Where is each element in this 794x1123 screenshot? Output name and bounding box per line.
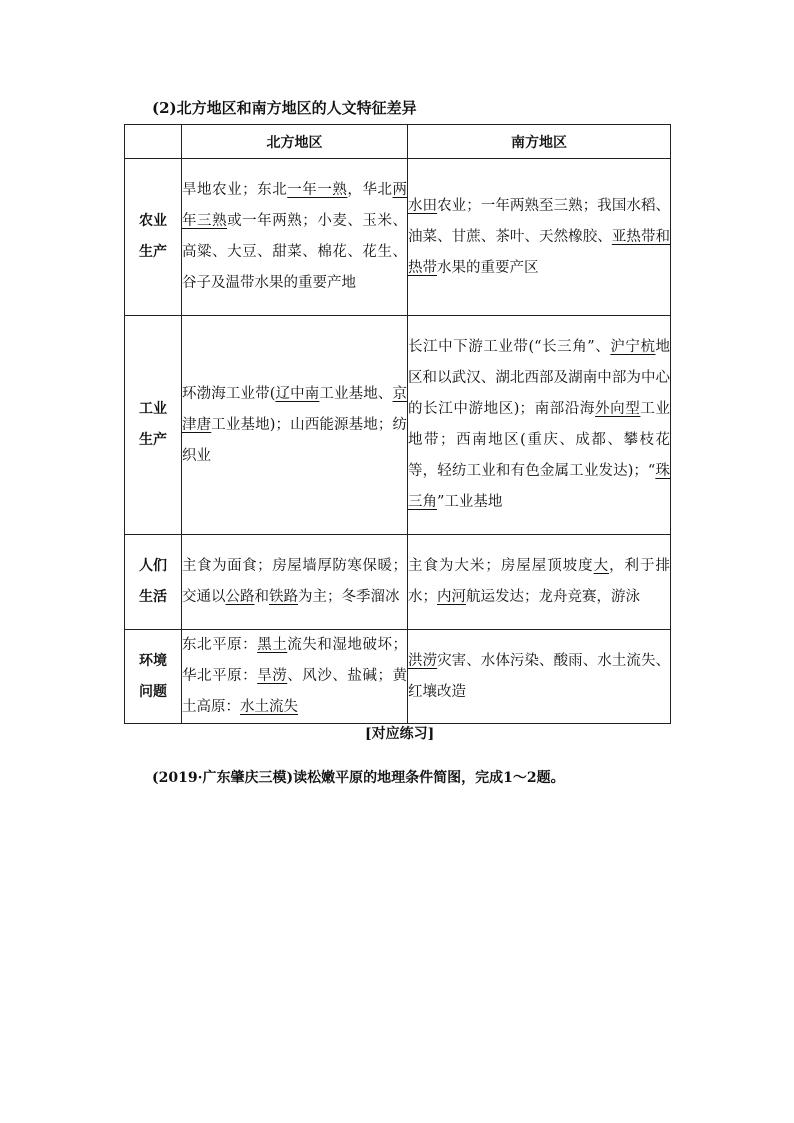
text-segment: 工业基地)；山西能源基地；纺织业 <box>182 416 408 464</box>
text-segment: ，华北 <box>347 182 393 198</box>
question-text: (2019·广东肇庆三模)读松嫩平原的地理条件简图，完成1～2题。 <box>152 770 565 786</box>
text-segment: 和 <box>254 589 269 605</box>
cell-north-industry <box>182 316 408 535</box>
cell-north-environment <box>182 630 408 724</box>
row-label-line: 农业 <box>139 213 167 229</box>
cell-south-environment <box>408 630 671 724</box>
cell-south-industry <box>408 316 671 535</box>
underlined-term: 旱涝 <box>257 668 288 684</box>
text-segment: 东北平原： <box>182 637 258 653</box>
text-segment: ，利于排水； <box>408 558 670 605</box>
practice-heading: [对应练习] <box>365 726 435 742</box>
row-label-line: 工业 <box>139 401 167 417</box>
text-segment: 长江中下游工业带(“长三角”、 <box>408 339 611 355</box>
text-segment: 航运发达；龙舟竞赛，游泳 <box>466 589 640 605</box>
row-label-line: 问题 <box>139 683 167 700</box>
text-segment: 灾害、水体污染、酸雨、水土流失、红壤改造 <box>408 652 671 700</box>
row-label-line: 人们 <box>139 558 167 574</box>
row-label-line: 生产 <box>139 432 167 448</box>
cell-south-life <box>408 535 671 630</box>
text-segment: 旱地农业；东北 <box>182 182 288 198</box>
underlined-term: 洪涝 <box>408 652 438 669</box>
text-segment: ”工业基地 <box>437 494 503 510</box>
underlined-term: 沪宁杭 <box>610 339 656 355</box>
table-row-environment <box>125 630 671 724</box>
underlined-term: 亚热带和热带 <box>408 228 671 276</box>
cell-north-agriculture <box>182 159 408 316</box>
text-segment: 或一年两熟；小麦、玉米、高粱、大豆、甜菜、棉花、花生、谷子及温带水果的重要产地 <box>182 213 408 291</box>
text-segment: 工业基地、 <box>319 385 393 402</box>
cell-south-agriculture <box>408 159 671 316</box>
text-segment: 工业地带；西南地区(重庆、成都、攀枝花等，轻纺工业和有色金属工业发达)；“ <box>408 401 671 479</box>
text-segment: 主食为面食；房屋墙厚防寒保暖；交通以 <box>182 558 407 605</box>
table-header-row <box>125 125 671 159</box>
text-segment: 水果的重要产区 <box>437 259 539 276</box>
underlined-term: 两年三熟 <box>182 182 408 229</box>
comparison-table <box>124 124 671 724</box>
underlined-term: 辽中南 <box>275 385 320 402</box>
underlined-term: 水田 <box>408 197 438 214</box>
section-title: (2)北方地区和南方地区的人文特征差异 <box>152 99 417 117</box>
row-label-agriculture <box>125 159 182 316</box>
underlined-term: 一年一熟 <box>287 182 348 198</box>
text-segment: 地区和以武汉、湖北西部及湖南中部为中心的长江中游地区)；南部沿海 <box>408 339 671 417</box>
row-label-industry <box>125 316 182 535</box>
header-corner <box>125 125 182 159</box>
header-north: 北方地区 <box>182 125 408 159</box>
table-row-life <box>125 535 671 630</box>
text-segment: 为主；冬季溜冰 <box>298 589 400 605</box>
underlined-term: 内河 <box>437 589 466 605</box>
row-label-line: 生活 <box>139 589 167 605</box>
row-label-life <box>125 535 182 630</box>
underlined-term: 铁路 <box>269 589 298 605</box>
header-south: 南方地区 <box>408 125 671 159</box>
cell-north-life <box>182 535 408 630</box>
underlined-term: 大 <box>593 558 610 574</box>
underlined-term: 黑土 <box>257 637 288 653</box>
underlined-term: 京津唐 <box>182 385 407 433</box>
underlined-term: 珠三角 <box>408 463 670 510</box>
underlined-term: 水土流失 <box>240 699 298 715</box>
row-label-line: 生产 <box>139 244 167 260</box>
text-segment: 环渤海工业带( <box>182 385 276 402</box>
text-segment: 、风沙、盐碱；黄土高原： <box>182 668 408 715</box>
text-segment: 主食为大米；房屋屋顶坡度 <box>408 558 594 574</box>
table-row-agriculture <box>125 159 671 316</box>
row-label-environment <box>125 630 182 724</box>
underlined-term: 公路 <box>225 589 255 605</box>
text-segment: 农业；一年两熟至三熟；我国水稻、油菜、甘蔗、茶叶、天然橡胶、 <box>408 197 671 245</box>
table-row-industry <box>125 316 671 535</box>
text-segment: 流失和湿地破坏；华北平原： <box>182 637 408 684</box>
row-label-line: 环境 <box>139 652 167 669</box>
underlined-term: 外向型 <box>595 401 641 417</box>
